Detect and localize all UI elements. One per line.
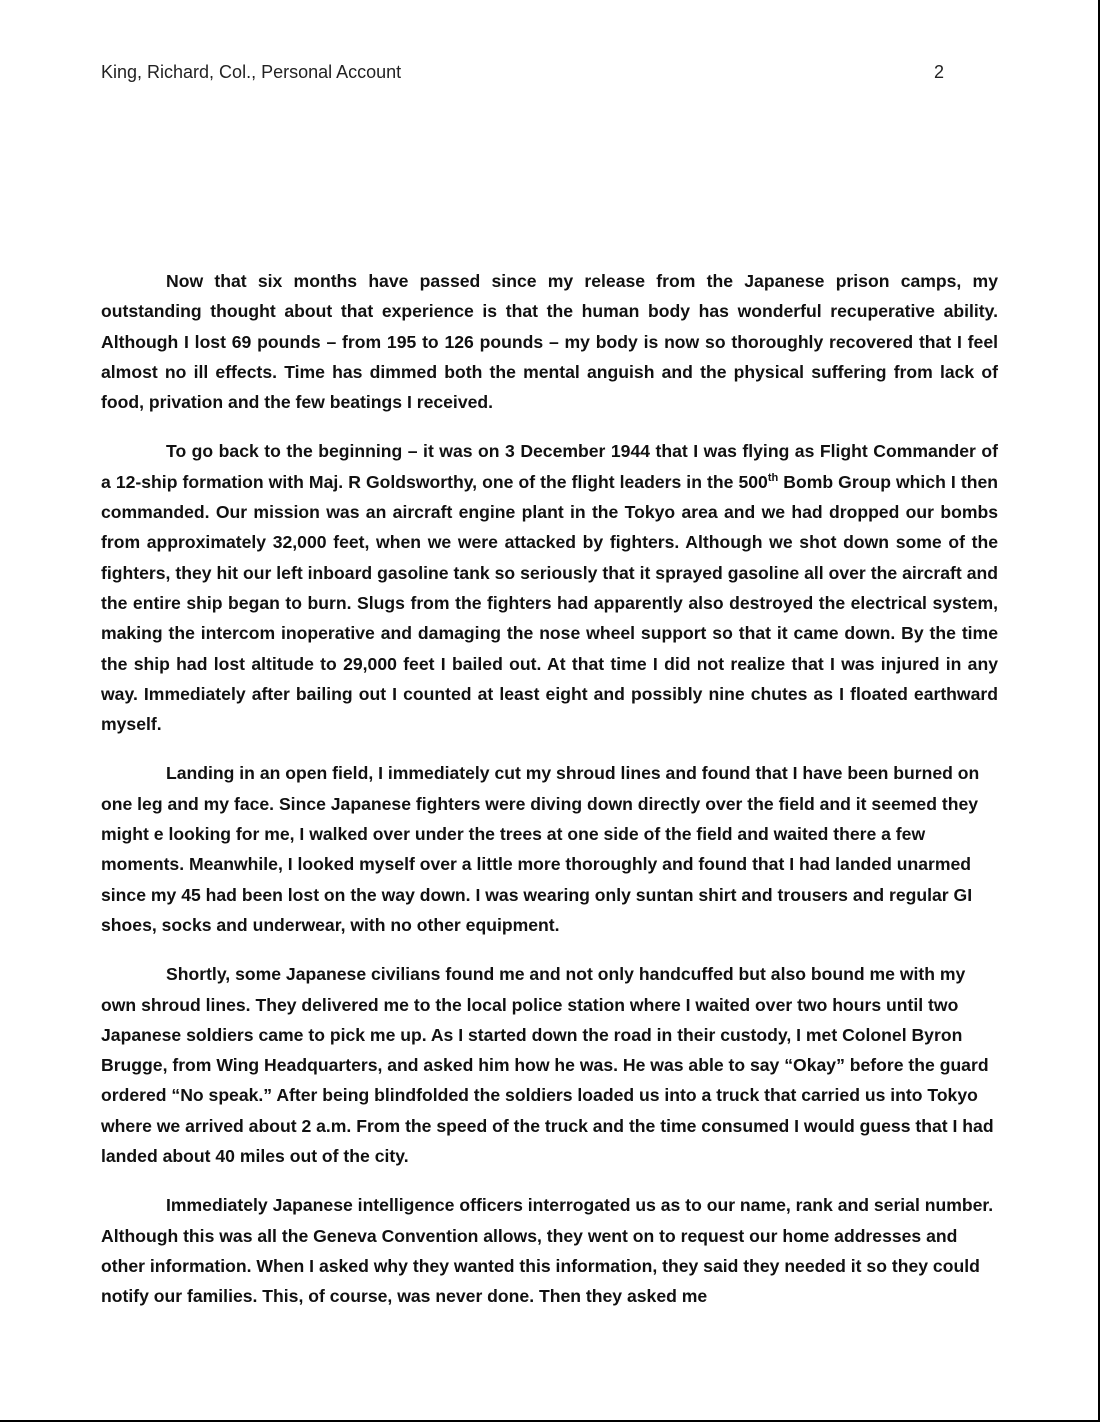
running-header-title: King, Richard, Col., Personal Account (101, 62, 402, 82)
paragraph-5: Immediately Japanese intelligence officers interrogated us as to our name, rank and serial number. Although this was all the Geneva Convention allows, they went on to request our home addresses and other information. When I asked why they wanted this information, they said they needed it so they could notify our families. This, of course, was never done. Then they asked me (101, 1195, 994, 1307)
paragraph-1: Now that six months have passed since my release from the Japanese prison camps, my outstanding thought about that experience is that the human body has wonderful recuperative ability. Although I lost 69 pounds – from 195 to 126 pounds – my body is now so thoroughly recovered that I feel almost no ill effects. Time has dimmed both the mental anguish and the physical suffering from lack of food, privation and the few beatings I received. (101, 271, 998, 413)
paragraph-3: Landing in an open field, I immediately cut my shroud lines and found that I have been burned on one leg and my face. Since Japanese fighters were diving down directly over the field and it seemed they might e looking for me, I walked over under the trees at one side of the field and waited there a few moments. Meanwhile, I looked myself over a little more thoroughly and found that I had landed unarmed since my 45 had been lost on the way down. I was wearing only suntan shirt and trousers and regular GI shoes, socks and underwear, with no other equipment. (101, 763, 980, 935)
paragraph-2-part-a: To go back to the beginning – it was on 3 December 1944 that I was flying as Flight Commander of a 12-ship formation with Maj. R Goldsworthy, one of the flight leaders in the 500 (101, 441, 998, 492)
page-number: 2 (934, 62, 945, 82)
body-text (101, 266, 998, 1331)
paragraph-2 (101, 436, 998, 739)
paragraph-2-part-b: Bomb Group which I then commanded. Our mission was an aircraft engine plant in the Tokyo area and we had dropped our bombs from approximately 32,000 feet, when we were attacked by fighters. Although we shot down some of the fighters, they hit our left inboard gasoline tank so seriously that it sprayed gasoline all over the aircraft and the entire ship began to burn. Slugs from the fighters had apparently also destroyed the electrical system, making the intercom inoperative and damaging the nose wheel support so that it came down. By the time the ship had lost altitude to 29,000 feet I bailed out. At that time I did not realize that I was injured in any way. Immediately after bailing out I counted at least eight and possibly nine chutes as I floated earthward myself. (101, 471, 998, 735)
ordinal-superscript: th (767, 471, 779, 484)
paragraph-4: Shortly, some Japanese civilians found me and not only handcuffed but also bound me with my own shroud lines. They delivered me to the local police station where I waited over two hours until two Japanese soldiers came to pick me up. As I started down the road in their custody, I met Colonel Byron Brugge, from Wing Headquarters, and asked him how he was. He was able to say “Okay” before the guard ordered “No speak.” After being blindfolded the soldiers loaded us into a truck that carried us into Tokyo where we arrived about 2 a.m. From the speed of the truck and the time consumed I would guess that I had landed about 40 miles out of the city. (101, 964, 994, 1167)
